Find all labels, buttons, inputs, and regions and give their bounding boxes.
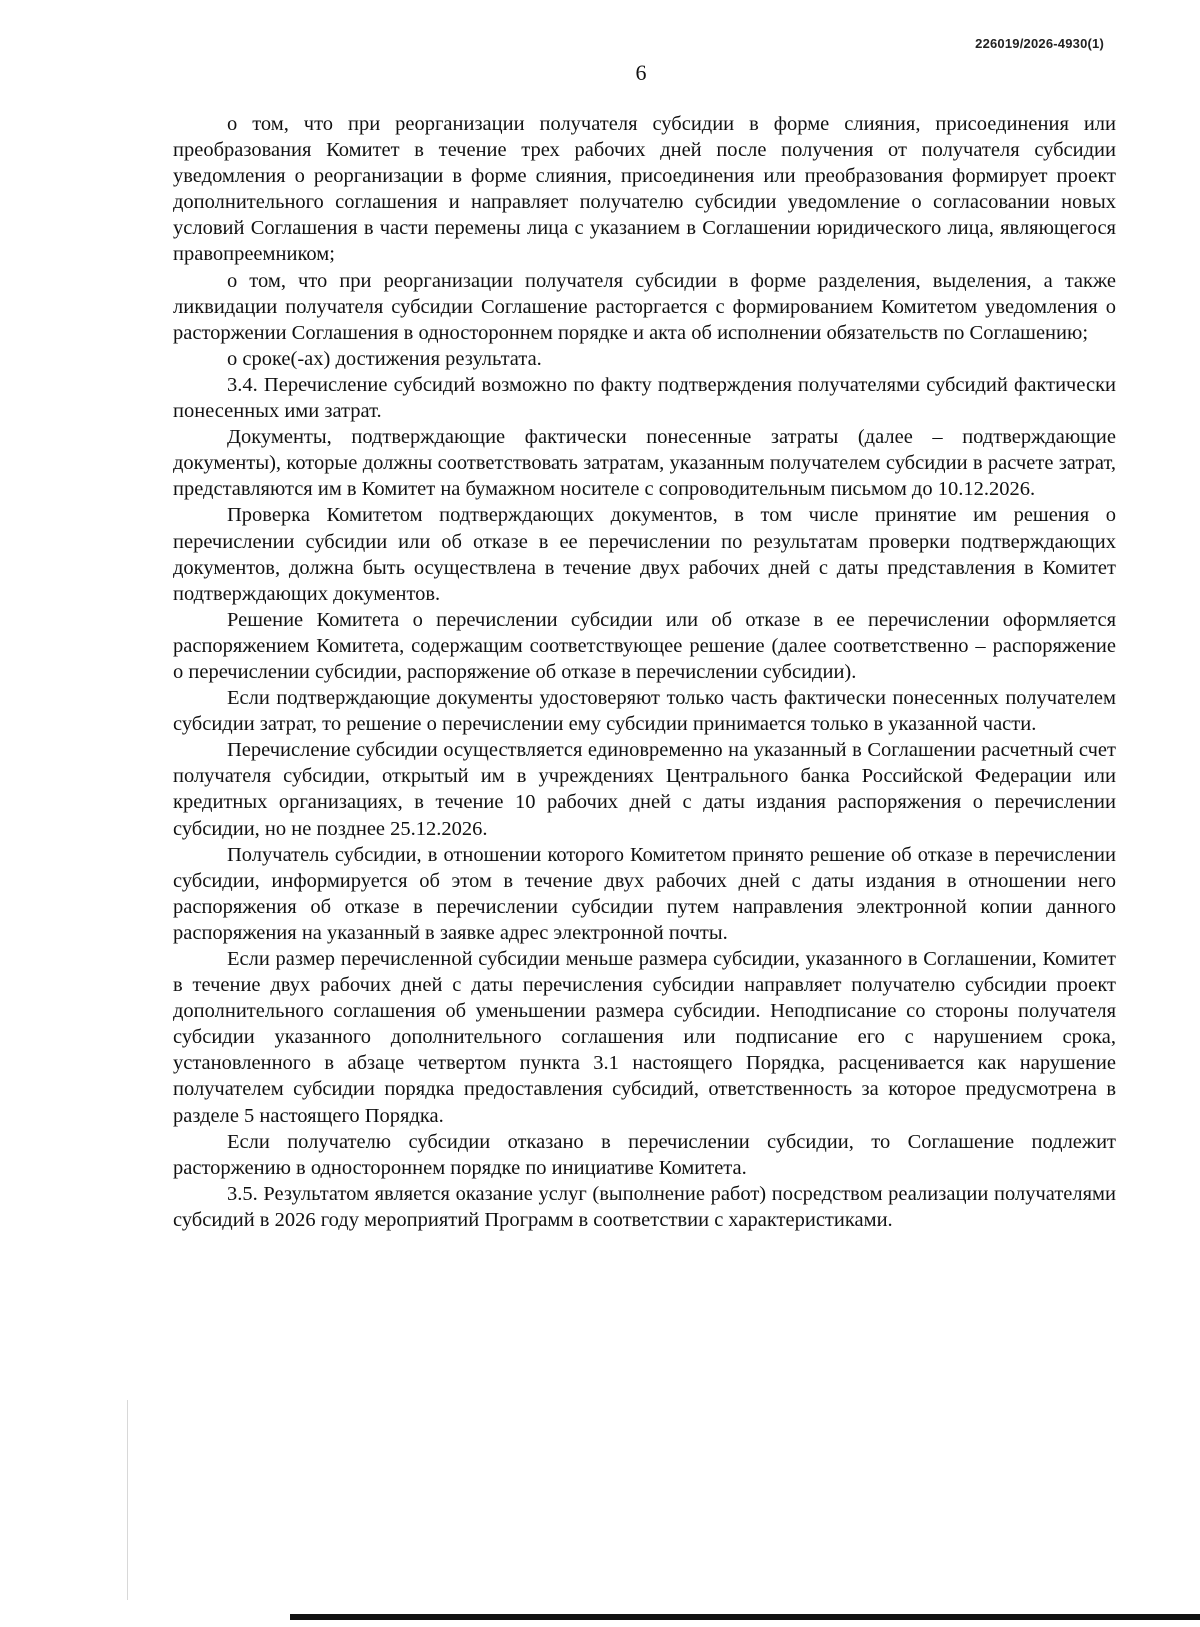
paragraph-partial-confirmation: Если подтверждающие документы удостоверяют только часть фактически понесенных получателем субсидии затрат, то решение о перечислении ему субсидии принимается только в указанной части. [173,687,1116,736]
paragraph-reorganization-merger: о том, что при реорганизации получателя субсидии в форме слияния, присоединения или преобразования Комитет в течение трех рабочих дней после получения от получателя субсидии уведомления о реорганизации в форме слияния, присоединения или преобразования формирует проект дополнительного соглашения и направляет получателю субсидии уведомление о согласовании новых условий Соглашения в части перемены лица с указанием в Соглашении юридического лица, являющегося правопреемником; [173,113,1116,266]
paragraph-committee-decision: Решение Комитета о перечислении субсидии или об отказе в ее перечислении оформляется распоряжением Комитета, содержащим соответствующее решение (далее соответственно – распоряжение о перечислении субсидии, распоряжение об отказе в перечислении субсидии). [173,608,1116,683]
document-body [173,111,1116,1233]
paragraph-3-5-result: 3.5. Результатом является оказание услуг (выполнение работ) посредством реализации получателями субсидий в 2026 году мероприятий Программ в соответствии с характеристиками. [173,1182,1116,1231]
paragraph-refusal-notice: Получатель субсидии, в отношении которого Комитетом принято решение об отказе в перечислении субсидии, информируется об этом в течение двух рабочих дней с даты издания в отношении него распоряжения об отказе в перечислении субсидии путем направления электронной копии данного распоряжения на указанный в заявке адрес электронной почты. [173,843,1116,944]
paragraph-transfer-account: Перечисление субсидии осуществляется единовременно на указанный в Соглашении расчетный счет получателя субсидии, открытый им в учреждениях Центрального банка Российской Федерации или кредитных организациях, в течение 10 рабочих дней с даты издания распоряжения о перечислении субсидии, но не позднее 25.12.2026. [173,739,1116,840]
paragraph-3-4-transfer: 3.4. Перечисление субсидий возможно по факту подтверждения получателями субсидий фактически понесенных ими затрат. [173,373,1116,423]
scan-margin-line [127,1400,128,1600]
paragraph-supporting-documents: Документы, подтверждающие фактически понесенные затраты (далее – подтверждающие документы), которые должны соответствовать затратам, указанным получателем субсидии в расчете затрат, представляются им в Комитет на бумажном носителе с сопроводительным письмом до 10.12.2026. [173,426,1116,501]
paragraph-documents-check: Проверка Комитетом подтверждающих документов, в том числе принятие им решения о перечислении субсидии или об отказе в ее перечислении по результатам проверки подтверждающих документов, должна быть осуществлена в течение двух рабочих дней с даты представления в Комитет подтверждающих документов. [173,504,1116,605]
scan-bottom-edge [290,1614,1200,1620]
paragraph-reorganization-division: о том, что при реорганизации получателя субсидии в форме разделения, выделения, а также ликвидации получателя субсидии Соглашение расторгается с формированием Комитетом уведомления о расторжении Соглашения в одностороннем порядке и акта об исполнении обязательств по Соглашению; [173,269,1116,344]
paragraph-result-deadline: о сроке(-ах) достижения результата. [227,347,542,370]
paragraph-agreement-termination: Если получателю субсидии отказано в перечислении субсидии, то Соглашение подлежит расторжению в одностороннем порядке по инициативе Комитета. [173,1130,1116,1179]
paragraph-reduced-subsidy: Если размер перечисленной субсидии меньше размера субсидии, указанного в Соглашении, Комитет в течение двух рабочих дней с даты перечисления субсидии направляет получателю субсидии проект дополнительного соглашения об уменьшении размера субсидии. Неподписание со стороны получателя субсидии указанного дополнительного соглашения или подписание его с нарушением срока, установленного в абзаце четвертом пункта 3.1 настоящего Порядка, расценивается как нарушение получателем субсидии порядка предоставления субсидий, ответственность за которое предусмотрена в разделе 5 настоящего Порядка. [173,948,1116,1127]
document-registration-number: 226019/2026-4930(1) [975,36,1104,51]
page-number: 6 [635,60,647,85]
